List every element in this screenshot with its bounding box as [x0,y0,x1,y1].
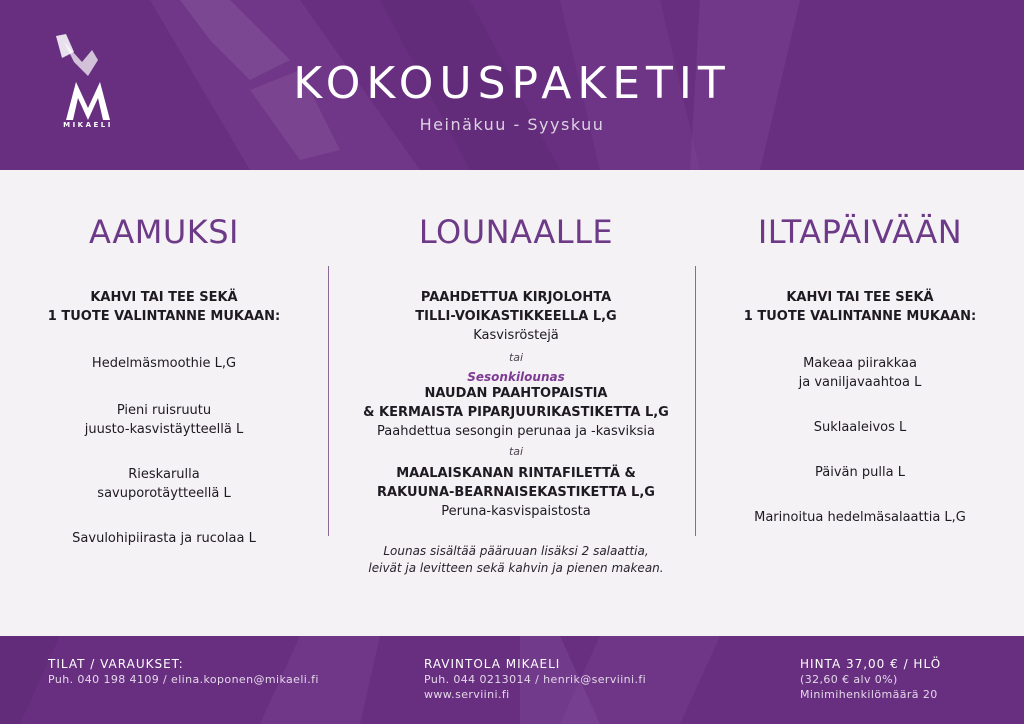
lunch-option-3-line-1: MAALAISKANAN RINTAFILETTÄ & [396,466,636,481]
bookings-title: TILAT / VARAUKSET: [48,657,184,671]
price-title: HINTA 37,00 € / HLÖ [800,657,942,671]
morning-item-2-line-2: juusto-kasvistäytteellä L [84,422,244,437]
morning-lead-line-2: 1 TUOTE VALINTANNE MUKAAN: [47,309,281,324]
morning-item-3-line-1: Rieskarulla [128,467,200,482]
afternoon-lead-line-1: KAHVI TAI TEE SEKÄ [786,290,934,305]
lunch-note-line-2: leivät ja levitteen sekä kahvin ja pienen makean. [368,561,664,575]
page-subtitle: Heinäkuu - Syyskuu [419,115,605,134]
lunch-option-2-line-1: NAUDAN PAAHTOPAISTIA [424,386,608,401]
afternoon-item-1-line-2: ja vaniljavaahtoa L [798,375,922,390]
morning-item-3-line-2: savuporotäytteellä L [97,486,231,501]
lunch-or-1: tai [508,351,524,364]
footer-restaurant [424,656,646,702]
morning-item-1: Hedelmäsmoothie L,G [91,356,237,371]
footer-bookings [48,656,319,687]
seasonal-label: Sesonkilounas [467,370,565,384]
lunch-option-1-line-1: PAAHDETTUA KIRJOLOHTA [420,290,612,305]
afternoon-item-4: Marinoitua hedelmäsalaattia L,G [754,510,966,525]
lunch-option-1-line-2: TILLI-VOIKASTIKKEELLA L,G [415,309,617,324]
afternoon-item-1-line-1: Makeaa piirakkaa [803,356,917,371]
lunch-option-3-line-2: RAKUUNA-BEARNAISEKASTIKETTA L,G [377,485,655,500]
column-divider-left [328,266,329,536]
minimum-persons: Minimihenkilömäärä 20 [800,688,938,701]
lunch-title: LOUNAALLE [418,213,614,251]
morning-column [0,210,328,548]
morning-item-4: Savulohipiirasta ja rucolaa L [72,531,256,546]
morning-title: AAMUKSI [89,213,239,251]
lunch-column [338,210,694,577]
restaurant-website-link[interactable]: www.serviini.fi [424,688,510,701]
logo-wordmark: MIKAELI [63,121,113,129]
lunch-note-line-1: Lounas sisältää pääruuan lisäksi 2 salaattia, [383,544,649,558]
restaurant-title: RAVINTOLA MIKAELI [424,657,561,671]
footer-price [800,656,941,702]
afternoon-item-2: Suklaaleivos L [813,420,907,435]
footer-banner [0,636,1024,724]
page-title: KOKOUSPAKETIT [293,58,731,109]
restaurant-contact[interactable]: Puh. 044 0213014 / henrik@serviini.fi [424,673,647,686]
bookings-contact[interactable]: Puh. 040 198 4109 / elina.koponen@mikaeli.fi [48,673,319,686]
morning-lead-line-1: KAHVI TAI TEE SEKÄ [90,290,238,305]
lunch-option-3-side: Peruna-kasvispaistosta [441,504,591,519]
price-vat-note: (32,60 € alv 0%) [800,673,898,686]
morning-item-2-line-1: Pieni ruisruutu [116,403,212,418]
lunch-option-1-side: Kasvisröstejä [473,328,559,343]
lunch-option-2-side: Paahdettua sesongin perunaa ja -kasviksia [377,424,655,439]
header-banner [0,0,1024,170]
afternoon-column [696,210,1024,527]
afternoon-title: ILTAPÄIVÄÄN [757,213,963,251]
lunch-or-2: tai [508,445,524,458]
afternoon-lead-line-2: 1 TUOTE VALINTANNE MUKAAN: [743,309,977,324]
afternoon-item-3: Päivän pulla L [815,465,905,480]
lunch-option-2-line-2: & KERMAISTA PIPARJUURIKASTIKETTA L,G [363,405,669,420]
